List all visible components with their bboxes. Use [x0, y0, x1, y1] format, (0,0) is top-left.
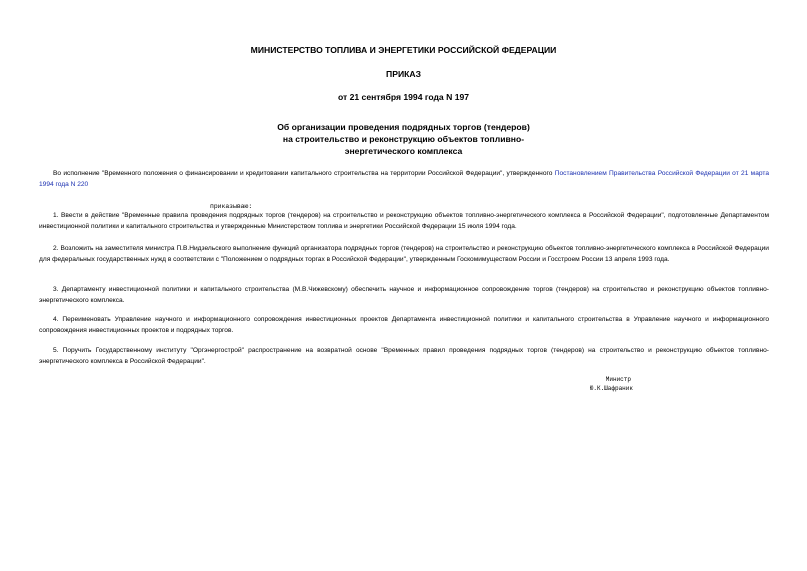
signature-name: Ю.К.Шафраник — [589, 385, 633, 392]
orders-word: приказываю: — [210, 203, 253, 210]
order-item-2: 2. Возложить на заместителя министра П.В.Нидзельского выполнение функций организатора подрядных торгов (тендеров) на строительство и реконструкцию объектов топливно-энергетического комплекса в Российской Федерации для федеральных государственных нужд в соответствии с "Положением о подрядных торгах в Российской Федерации", утвержденным Госкомимуществом России и Госстроем России 13 апреля 1993 года. — [39, 245, 769, 264]
document-subject — [0, 121, 807, 157]
preamble-text: Во исполнение "Временного положения о финансировании и кредитовании капитального строительства на территории Российской Федерации", утвержденного — [53, 170, 555, 177]
date-number: от 21 сентября 1994 года N 197 — [337, 92, 470, 102]
subject-line-2: на строительство и реконструкцию объектов топливно- — [282, 134, 525, 144]
preamble — [39, 168, 769, 191]
order-item-5: 5. Поручить Государственному институту "Оргэнергострой" распространение на возвратной основе "Временных правил проведения подрядных торгов (тендеров) на строительство и реконструкцию объектов топливно-энергетического комплекса в Российской Федерации". — [39, 347, 769, 366]
doc-type-title: ПРИКАЗ — [386, 69, 421, 79]
ministry-title: МИНИСТЕРСТВО ТОПЛИВА И ЭНЕРГЕТИКИ РОССИЙСКОЙ ФЕДЕРАЦИИ — [250, 45, 557, 55]
government-decree-link[interactable]: Постановлением Правительства Российской Федерации от 21 марта 1994 года N 220 — [39, 170, 769, 189]
subject-line-1: Об организации проведения подрядных торгов (тендеров) — [277, 122, 530, 132]
order-item-1: 1. Ввести в действие "Временные правила проведения подрядных торгов (тендеров) на строительство и реконструкцию объектов топливно-энергетического комплекса в Российской Федерации", подготовленные Департаментом инвестиционной политики и капитального строительства и утвержденные Министерством топлива и энергетики Российской Федерации 15 июля 1994 года. — [39, 212, 769, 231]
subject-line-3: энергетического комплекса — [344, 146, 463, 156]
signature-position: Министр — [605, 376, 631, 383]
order-item-3: 3. Департаменту инвестиционной политики и капитального строительства (М.В.Чижевскому) обеспечить научное и информационное сопровождение торгов (тендеров) на строительство и реконструкцию объектов топливно-энергетического комплекса. — [39, 286, 769, 305]
order-item-4: 4. Переименовать Управление научного и информационного сопровождения инвестиционных проектов Департамента инвестиционной политики и капитального строительства в Управление научного и информационного сопровождения инвестиционных проектов и подрядных торгов. — [39, 316, 769, 335]
